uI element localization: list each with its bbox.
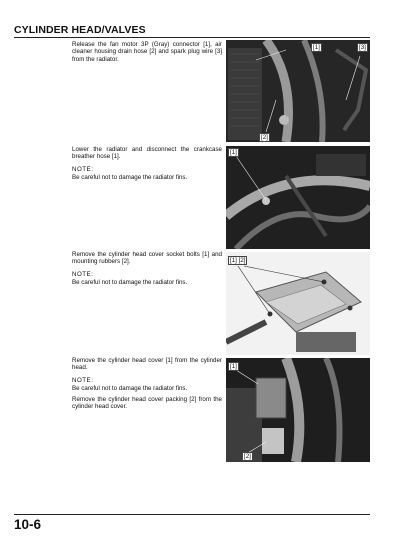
- step-3-callout-1-2: [1] [2]: [230, 257, 246, 264]
- step-3-note: Be careful not to damage the radiator fins.: [72, 279, 188, 287]
- step-4-photo: [226, 358, 370, 462]
- step-1-callout-3: [3]: [359, 44, 366, 51]
- step-4-text: Remove the cylinder head cover [1] from the cylinder head.: [72, 357, 222, 372]
- step-1-text: Release the fan motor 3P (Gray) connector [1], air cleaner housing drain hose [2] and spark plug wire [3] from the radiator.: [72, 41, 222, 63]
- page-number: 10-6: [14, 517, 42, 532]
- step-2-callout-1: [1]: [230, 149, 237, 156]
- step-4-text-2: Remove the cylinder head cover packing [2] from the cylinder head cover.: [72, 395, 222, 411]
- step-1-callout-1: [1]: [313, 44, 320, 51]
- step-3-text: Remove the cylinder head cover socket bolts [1] and mounting rubbers [2].: [72, 251, 222, 266]
- header-divider: [14, 37, 370, 38]
- step-2-note: Be careful not to damage the radiator fins.: [72, 174, 188, 182]
- step-3-photo: [226, 252, 370, 355]
- step-2: [72, 146, 222, 185]
- step-2-photo: [226, 146, 370, 249]
- step-3: [72, 251, 222, 290]
- step-4: [72, 357, 222, 413]
- step-1-callout-2: [2]: [261, 134, 268, 141]
- step-3-note-label: NOTE:: [72, 270, 94, 278]
- section-title: CYLINDER HEAD/VALVES: [14, 24, 146, 36]
- step-1-photo: [226, 40, 370, 142]
- step-4-note: Be careful not to damage the radiator fins.: [72, 385, 188, 393]
- step-1: [72, 41, 222, 66]
- step-2-text: Lower the radiator and disconnect the crankcase breather hose [1].: [72, 146, 222, 161]
- step-4-callout-1: [1]: [230, 363, 237, 370]
- step-4-callout-2: [2]: [244, 453, 251, 460]
- footer-divider: [14, 514, 370, 515]
- step-2-note-label: NOTE:: [72, 165, 94, 173]
- step-4-note-label: NOTE:: [72, 376, 94, 384]
